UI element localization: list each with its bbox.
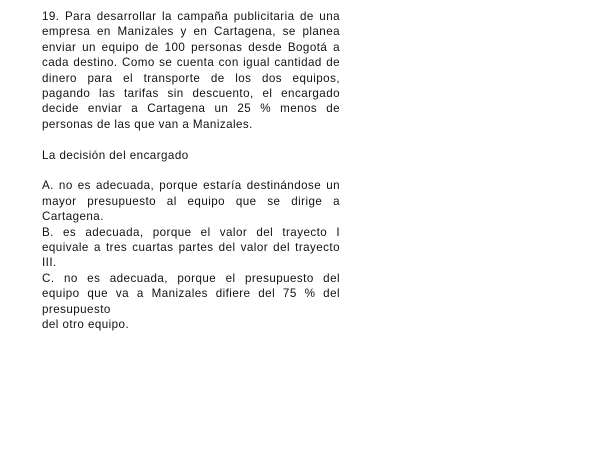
option-c-letter: C.	[42, 271, 55, 285]
option-a-text: no es adecuada, porque estaría destinándose un mayor presupuesto al equipo que se dirige a Cartagena.	[42, 179, 340, 224]
option-c-tail: del otro equipo.	[42, 318, 130, 332]
question-number: 19.	[42, 10, 60, 23]
question-stem	[42, 9, 340, 132]
option-a	[42, 178, 340, 224]
question-stem-text: Para desarrollar la campaña publicitaria de una empresa en Manizales y en Cartagena, se planea enviar un equipo de 100 personas desde Bogotá a cada destino. Como se cuenta con igual cantidad de dinero para el transporte de los dos equipos, pagando las tarifas sin descuento, el encargado decide enviar a Cartagena un 25 % menos de personas de las que van a Manizales.	[42, 10, 340, 131]
question-prompt: La decisión del encargado	[42, 148, 189, 162]
spacer	[42, 132, 340, 147]
option-b-text: es adecuada, porque el valor del trayecto I equivale a tres cuartas partes del valor del trayecto III.	[42, 225, 340, 270]
option-a-letter: A.	[42, 179, 54, 193]
option-c-text: no es adecuada, porque el presupuesto del equipo que va a Manizales difiere del 75 % del presupuesto	[42, 271, 340, 316]
option-c	[42, 271, 340, 317]
question-document	[42, 9, 340, 333]
option-b-letter: B.	[42, 225, 54, 239]
option-b	[42, 225, 340, 271]
spacer	[42, 163, 340, 178]
